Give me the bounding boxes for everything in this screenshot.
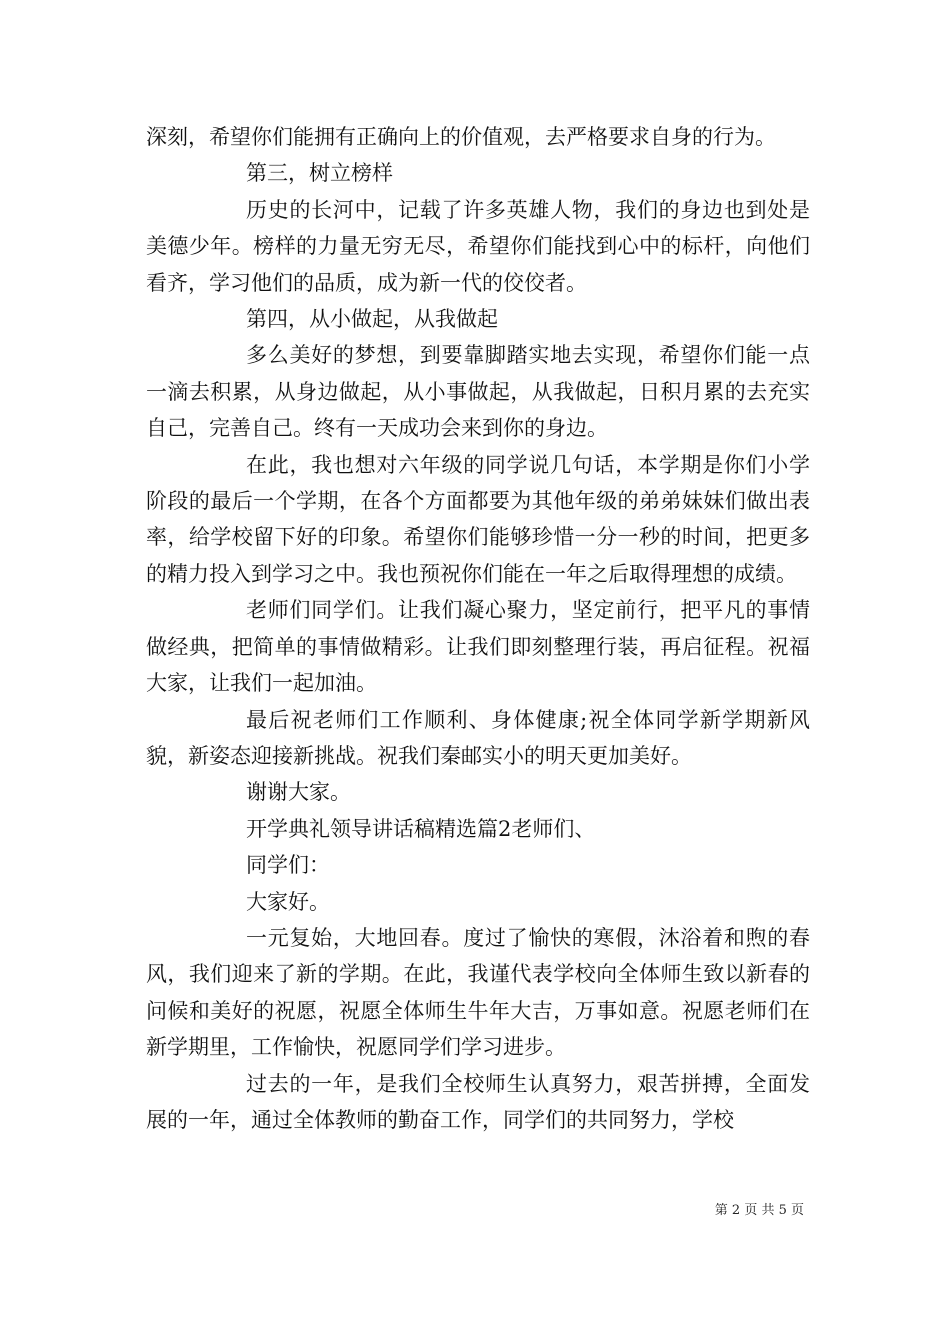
paragraph-salutation-students: 同学们： [246,853,330,878]
paragraph-speech-title: 开学典礼领导讲话稿精选篇2老师们、 [246,816,596,841]
paragraph-heading-third: 第三，树立榜样 [246,161,393,186]
paragraph-greeting: 大家好。 [246,889,330,914]
paragraph-dreams: 多么美好的梦想，到要靠脚踏实地去实现，希望你们能一点一滴去积累，从身边做起，从小事做起，从我做起，日积月累的去充实自己，完善自己。终有一天成功会来到你的身边。 [146,343,810,441]
paragraph-continuation: 深刻，希望你们能拥有正确向上的价值观，去严格要求自身的行为。 [146,125,776,149]
paragraph-new-semester: 一元复始，大地回春。度过了愉快的寒假，沐浴着和煦的春风，我们迎来了新的学期。在此，我谨代表学校向全体师生致以新春的问候和美好的祝愿，祝愿全体师生牛年大吉，万事如意。祝愿老师们在新学期里，工作愉快，祝愿同学们学习进步。 [146,925,810,1060]
paragraph-sixth-grade: 在此，我也想对六年级的同学说几句话，本学期是你们小学阶段的最后一个学期，在各个方面都要为其他年级的弟弟妹妹们做出表率，给学校留下好的印象。希望你们能够珍惜一分一秒的时间，把更多的精力投入到学习之中。我也预祝你们能在一年之后取得理想的成绩。 [146,452,810,586]
paragraph-heading-fourth: 第四，从小做起，从我做起 [246,307,498,332]
paragraph-past-year: 过去的一年，是我们全校师生认真努力，艰苦拼搏，全面发展的一年，通过全体教师的勤奋工作，同学们的共同努力，学校 [146,1071,810,1132]
page-number-footer: 第 2 页 共 5 页 [714,1203,804,1218]
paragraph-role-models: 历史的长河中，记载了许多英雄人物，我们的身边也到处是美德少年。榜样的力量无穷无尽，希望你们能找到心中的标杆，向他们看齐，学习他们的品质，成为新一代的佼佼者。 [146,197,810,295]
document-body [146,119,810,1138]
paragraph-teachers-students: 老师们同学们。让我们凝心聚力，坚定前行，把平凡的事情做经典，把简单的事情做精彩。让我们即刻整理行装，再启征程。祝福大家，让我们一起加油。 [146,598,810,696]
paragraph-final-wishes: 最后祝老师们工作顺利、身体健康;祝全体同学新学期新风貌，新姿态迎接新挑战。祝我们秦邮实小的明天更加美好。 [146,707,810,768]
paragraph-thanks: 谢谢大家。 [246,780,351,805]
